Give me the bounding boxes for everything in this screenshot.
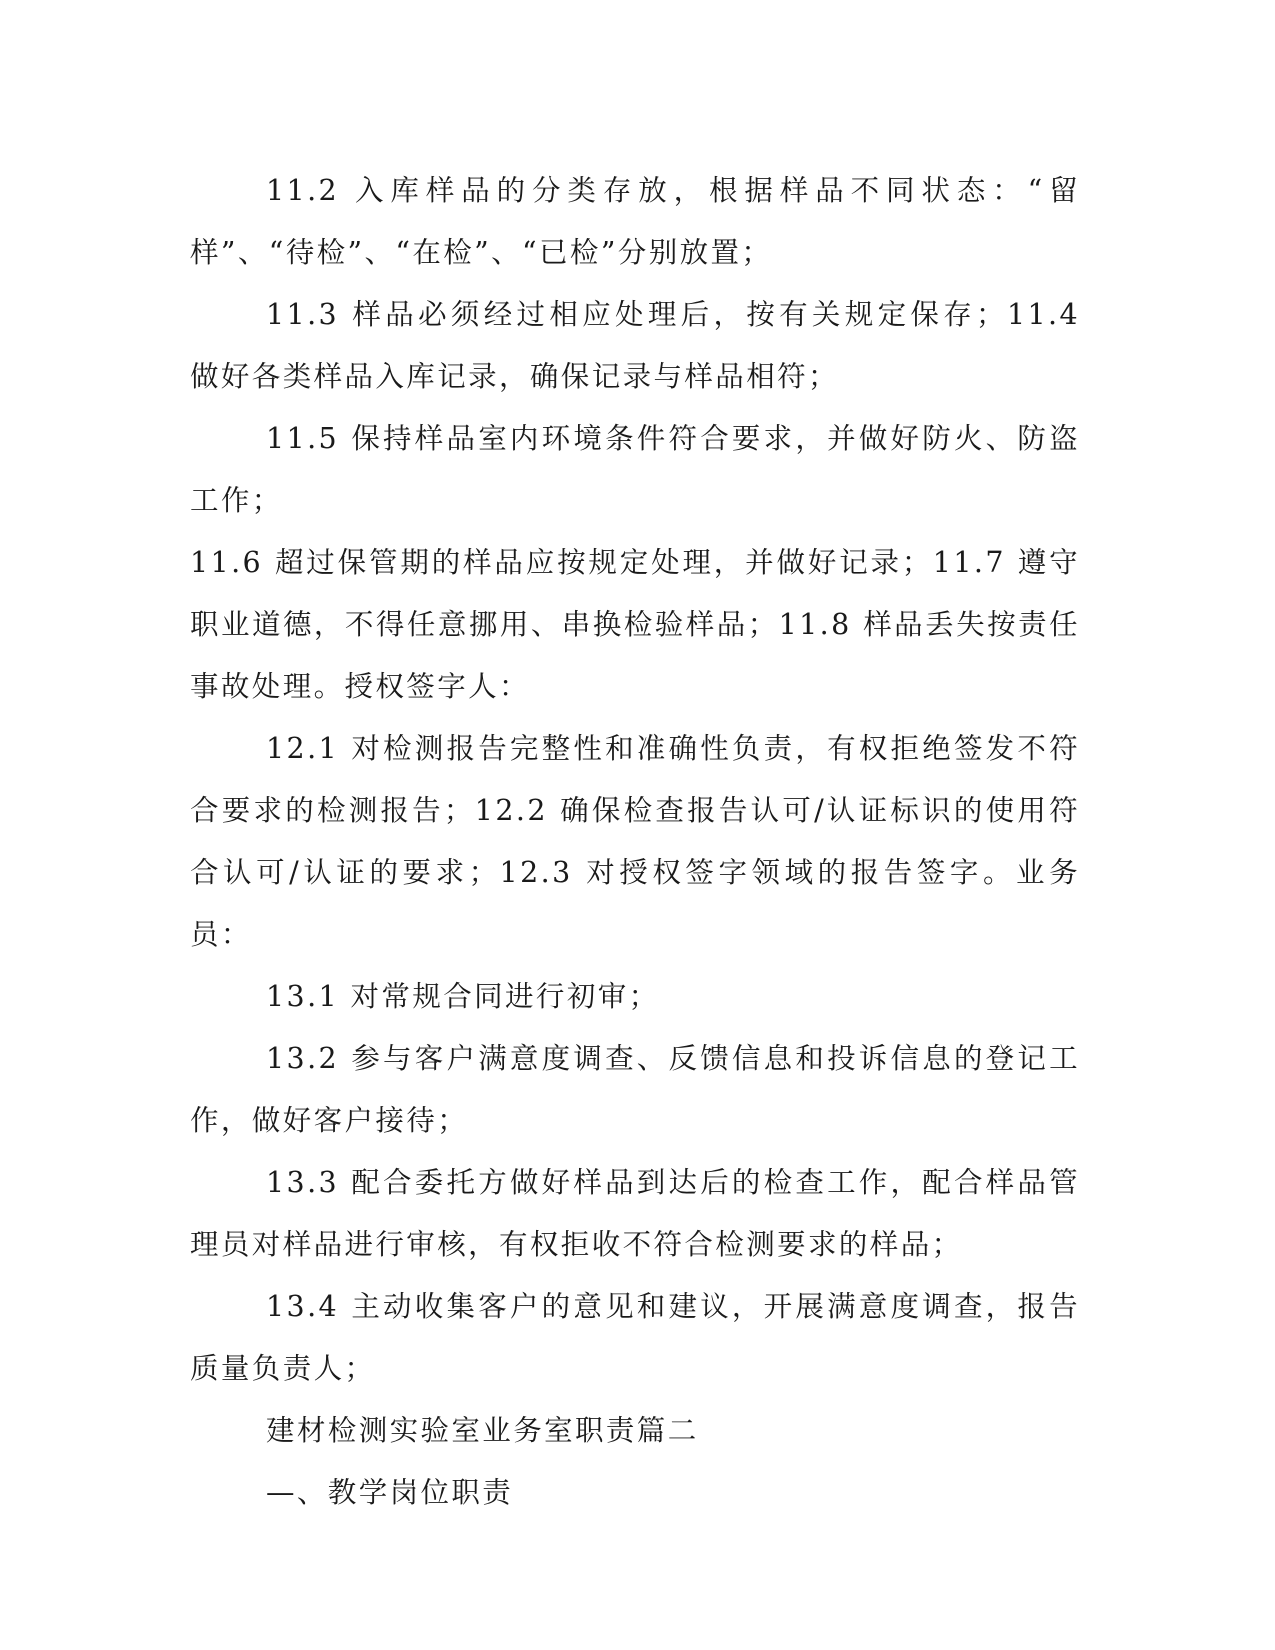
- paragraph-12-1: 12.1 对检测报告完整性和准确性负责，有权拒绝签发不符合要求的检测报告；12.2 确保检查报告认可/认证标识的使用符合认可/认证的要求；12.3 对授权签字领域的报告签字。业务员：: [190, 732, 1080, 951]
- paragraph-11-3: 11.3 样品必须经过相应处理后，按有关规定保存；11.4 做好各类样品入库记录，确保记录与样品相符；: [190, 298, 1080, 393]
- paragraph-11-5: 11.5 保持样品室内环境条件符合要求，并做好防火、防盗工作；: [190, 422, 1080, 517]
- paragraph-13-2: 13.2 参与客户满意度调查、反馈信息和投诉信息的登记工作，做好客户接待；: [190, 1042, 1080, 1137]
- paragraph-13-4: 13.4 主动收集客户的意见和建议，开展满意度调查，报告质量负责人；: [190, 1290, 1080, 1385]
- subsection-heading: —、教学岗位职责: [266, 1476, 514, 1509]
- document-body: [190, 160, 1080, 1524]
- section-heading: 建材检测实验室业务室职责篇二: [266, 1414, 699, 1447]
- paragraph-13-1: 13.1 对常规合同进行初审；: [266, 980, 660, 1013]
- paragraph-13-3: 13.3 配合委托方做好样品到达后的检查工作，配合样品管理员对样品进行审核，有权拒收不符合检测要求的样品；: [190, 1166, 1080, 1261]
- paragraph-11-6: 11.6 超过保管期的样品应按规定处理，并做好记录；11.7 遵守职业道德，不得任意挪用、串换检验样品；11.8 样品丢失按责任事故处理。授权签字人：: [190, 546, 1080, 703]
- paragraph-11-2: 11.2 入库样品的分类存放，根据样品不同状态：“留样”、“待检”、“在检”、“已检”分别放置；: [190, 174, 1080, 269]
